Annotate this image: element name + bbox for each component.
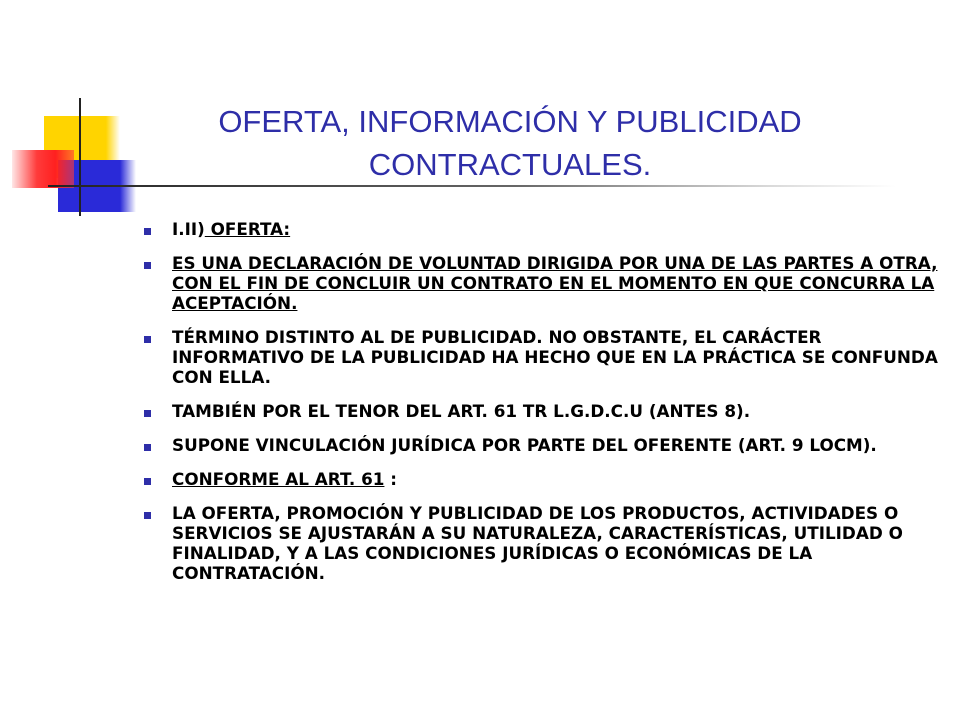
- bullet-item-vinculacion: [140, 435, 940, 455]
- slide-title-line-1: OFERTA, INFORMACIÓN Y PUBLICIDAD: [218, 104, 802, 139]
- slide-title: [150, 100, 870, 186]
- bullet-item-tenor-art-61: [140, 401, 940, 421]
- bullet-prefix: LA OFERTA, PROMOCIÓN Y PUBLICIDAD DE LOS PRODUCTOS, ACTIVIDADES O SERVICIOS SE AJUSTARÁN A SU NATURALEZA, CARACTERÍSTICAS, UTILIDAD O FINALIDAD, Y A LAS CONDICIONES JURÍDICAS O ECONÓMICAS DE LA CONTRATACIÓN.: [172, 503, 903, 583]
- bullet-underlined-text: ES UNA DECLARACIÓN DE VOLUNTAD DIRIGIDA POR UNA DE LAS PARTES A OTRA, CON EL FIN DE CONCLUIR UN CONTRATO EN EL MOMENTO EN QUE CONCURRA LA ACEPTACIÓN.: [172, 253, 938, 313]
- bullet-item-oferta: [140, 219, 940, 239]
- bullet-list: [140, 219, 940, 597]
- bullet-prefix: TAMBIÉN POR EL TENOR DEL ART. 61 TR L.G.D.C.U (ANTES 8).: [172, 401, 751, 421]
- bullet-underlined-text: OFERTA:: [204, 219, 291, 239]
- bullet-item-conforme-art-61: [140, 469, 940, 489]
- bullet-prefix: I.II): [172, 219, 205, 239]
- slide-title-line-2: CONTRACTUALES.: [368, 147, 652, 182]
- bullet-underlined-text: CONFORME AL ART. 61: [172, 469, 385, 489]
- bullet-prefix: SUPONE VINCULACIÓN JURÍDICA POR PARTE DEL OFERENTE (ART. 9 LOCM).: [172, 435, 877, 455]
- bullet-rest: :: [384, 469, 397, 489]
- bullet-prefix: TÉRMINO DISTINTO AL DE PUBLICIDAD. NO OBSTANTE, EL CARÁCTER INFORMATIVO DE LA PUBLICIDAD HA HECHO QUE EN LA PRÁCTICA SE CONFUNDA CON ELLA.: [172, 327, 938, 387]
- red-bar-shape: [12, 150, 74, 188]
- bullet-item-oferta-promocion: [140, 503, 940, 583]
- bullet-item-termino-distinto: [140, 327, 940, 387]
- vertical-line-shape: [79, 98, 81, 216]
- slide-logo-decoration: [0, 0, 140, 230]
- bullet-item-definicion: [140, 253, 940, 313]
